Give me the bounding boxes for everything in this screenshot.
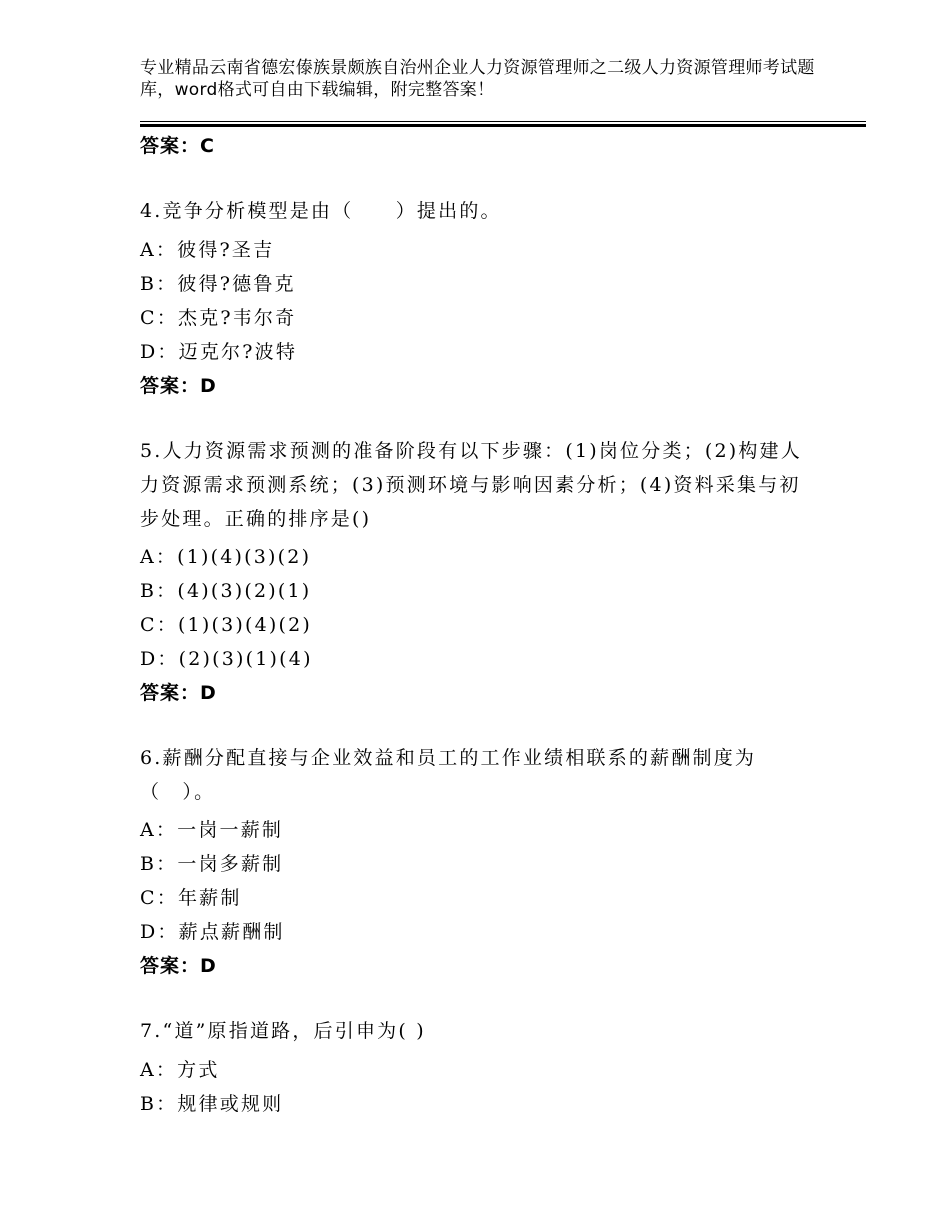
question-5-option-a: A：(1)(4)(3)(2) [140, 546, 312, 568]
question-7-text: 7.“道”原指道路，后引申为( ) [140, 1020, 426, 1042]
question-4-option-a: A：彼得?圣吉 [140, 239, 275, 261]
question-4-text: 4.竞争分析模型是由（ ）提出的。 [140, 200, 502, 222]
question-6-option-b: B：一岗多薪制 [140, 853, 284, 875]
question-7-option-a: A：方式 [140, 1059, 220, 1081]
question-6-option-c: C：年薪制 [140, 887, 242, 909]
question-4-option-b: B：彼得?德鲁克 [140, 273, 296, 295]
header-rule-thick [140, 124, 866, 127]
question-7-option-b: B：规律或规则 [140, 1093, 284, 1115]
question-6-option-a: A：一岗一薪制 [140, 819, 284, 841]
question-5-answer: 答案：D [140, 682, 217, 704]
question-6-option-d: D：薪点薪酬制 [140, 921, 285, 943]
question-6-text: 6.薪酬分配直接与企业效益和员工的工作业绩相联系的薪酬制度为（ ）。 [140, 747, 757, 803]
question-4-option-d: D：迈克尔?波特 [140, 341, 298, 363]
header-rule-thin [140, 121, 866, 122]
question-6-answer: 答案：D [140, 955, 217, 977]
question-4-option-c: C：杰克?韦尔奇 [140, 307, 297, 329]
question-5-option-c: C：(1)(3)(4)(2) [140, 614, 312, 636]
document-header: 专业精品云南省德宏傣族景颇族自治州企业人力资源管理师之二级人力资源管理师考试题库，word格式可自由下载编辑，附完整答案！ [140, 58, 815, 100]
question-4-answer: 答案：D [140, 375, 217, 397]
question-5-option-d: D：(2)(3)(1)(4) [140, 648, 313, 670]
answer-previous: 答案：C [140, 135, 215, 157]
question-5-option-b: B：(4)(3)(2)(1) [140, 580, 312, 602]
question-5-text: 5.人力资源需求预测的准备阶段有以下步骤：(1)岗位分类；(2)构建人力资源需求预测系统；(3)预测环境与影响因素分析；(4)资料采集与初步处理。正确的排序是() [140, 440, 802, 530]
